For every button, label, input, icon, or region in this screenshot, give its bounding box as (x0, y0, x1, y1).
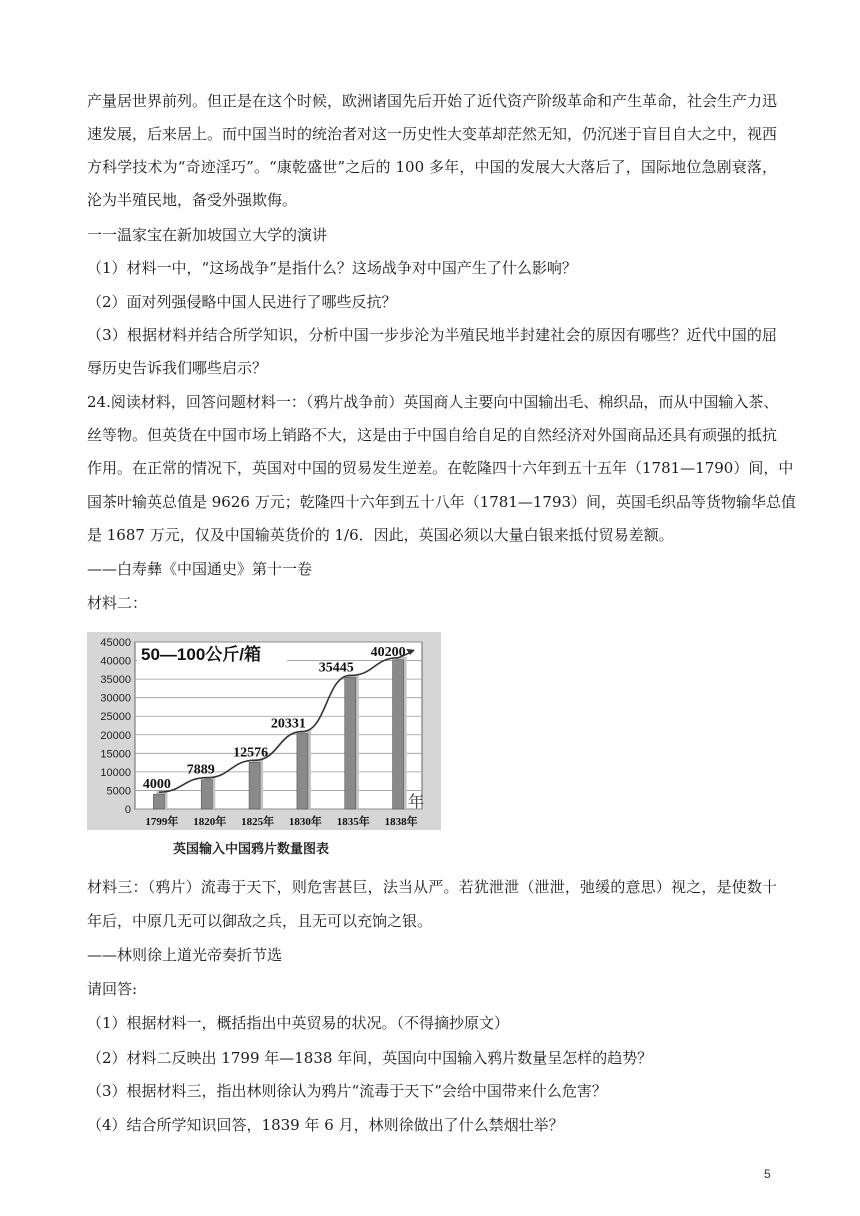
y-tick-label: 20000 (100, 729, 131, 742)
text-line: 方科学技术为“奇迹淫巧”。“康乾盛世”之后的 100 多年，中国的发展大大落后了，国际地位急剧衰落， (87, 158, 777, 176)
y-tick-label: 15000 (100, 748, 131, 761)
text-line: 材料二： (87, 594, 148, 612)
y-tick-label: 0 (124, 804, 131, 816)
text-line: 辱历史告诉我们哪些启示？ (87, 359, 268, 377)
text-line: 沦为半殖民地，备受外强欺侮。 (87, 191, 298, 209)
y-tick-label: 40000 (100, 655, 131, 668)
text-line: （1）材料一中，“这场战争”是指什么？这场战争对中国产生了什么影响？ (87, 259, 577, 277)
data-label: 4000 (142, 777, 171, 793)
text-line: （3）根据材料三，指出林则徐认为鸦片“流毒于天下”会给中国带来什么危害？ (87, 1082, 607, 1100)
data-label: 35445 (318, 660, 354, 676)
text-line: 请回答: (87, 980, 138, 998)
bar (297, 734, 308, 809)
bar (393, 660, 404, 809)
text-line: （4）结合所学知识回答，1839 年 6 月，林则徐做出了什么禁烟壮举？ (87, 1116, 564, 1134)
data-label: 20331 (270, 716, 306, 732)
x-axis-label: 年 (408, 794, 425, 811)
page-number: 5 (764, 1167, 771, 1181)
bar (249, 762, 260, 809)
y-tick-label: 5000 (106, 785, 131, 798)
data-label: 7889 (186, 762, 215, 778)
data-label: 40200 (370, 644, 406, 660)
data-label: 12576 (233, 745, 269, 761)
x-tick-label: 1838年 (384, 816, 418, 828)
bar (345, 677, 356, 809)
bar (201, 780, 212, 809)
x-tick-label: 1799年 (145, 816, 179, 828)
x-tick-label: 1825年 (241, 816, 275, 828)
opium-import-chart (87, 632, 441, 830)
text-line: 丝等物。但英货在中国市场上销路不大，这是由于中国自给自足的自然经济对外国商品还具有顽强的抵抗 (87, 426, 778, 444)
text-line: 一一温家宝在新加坡国立大学的演讲 (87, 226, 328, 244)
text-line: 是 1687 万元，仅及中国输英货价的 1/6．因此，英国必须以大量白银来抵付贸易差额。 (87, 526, 674, 544)
chart-svg (87, 632, 441, 830)
text-line: 速发展，后来居上。而中国当时的统治者对这一历史性大变革却茫然无知，仍沉迷于盲目自大之中，视西 (87, 125, 778, 143)
x-tick-label: 1835年 (336, 816, 370, 828)
y-tick-label: 45000 (100, 637, 131, 649)
y-tick-label: 30000 (100, 692, 131, 705)
y-tick-label: 35000 (100, 674, 131, 687)
text-line: 24.阅读材料，回答问题材料一：（鸦片战争前）英国商人主要向中国输出毛、棉织品，而从中国输入茶、 (87, 393, 779, 411)
text-line: 材料三：（鸦片）流毒于天下，则危害甚巨，法当从严。若犹泄泄（泄泄，弛缓的意思）视之，是使数十 (87, 878, 777, 896)
text-line: （1）根据材料一，概括指出中英贸易的状况。（不得摘抄原文） (87, 1014, 510, 1032)
text-line: （2）材料二反映出 1799 年—1838 年间，英国向中国输入鸦片数量呈怎样的趋势？ (87, 1049, 653, 1067)
y-tick-label: 10000 (100, 766, 131, 779)
y-tick-label: 25000 (100, 711, 131, 724)
text-line: 作用。在正常的情况下，英国对中国的贸易发生逆差。在乾隆四十六年到五十五年（1781—1790）间，中 (87, 459, 794, 477)
text-line: ——白寿彝《中国通史》第十一卷 (87, 560, 313, 578)
text-line: 产量居世界前列。但正是在这个时候，欧洲诸国先后开始了近代资产阶级革命和产生革命，社会生产力迅 (87, 92, 778, 110)
text-line: 国茶叶输英总值是 9626 万元；乾隆四十六年到五十八年（1781—1793）间，英国毛织品等货物输华总值 (87, 493, 797, 511)
text-line: （3）根据材料并结合所学知识，分析中国一步步沦为半殖民地半封建社会的原因有哪些？近代中国的屈 (87, 326, 777, 344)
chart-caption: 英国输入中国鸦片数量图表 (173, 842, 330, 857)
x-tick-label: 1820年 (193, 816, 227, 828)
chart-title: 50—100公斤/箱 (141, 645, 261, 664)
text-line: （2）面对列强侵略中国人民进行了哪些反抗？ (87, 293, 397, 311)
text-line: ——林则徐上道光帝奏折节选 (87, 946, 283, 964)
bar (153, 794, 164, 809)
text-line: 年后，中原几无可以御敌之兵，且无可以充饷之银。 (87, 912, 433, 930)
x-tick-label: 1830年 (288, 816, 322, 828)
